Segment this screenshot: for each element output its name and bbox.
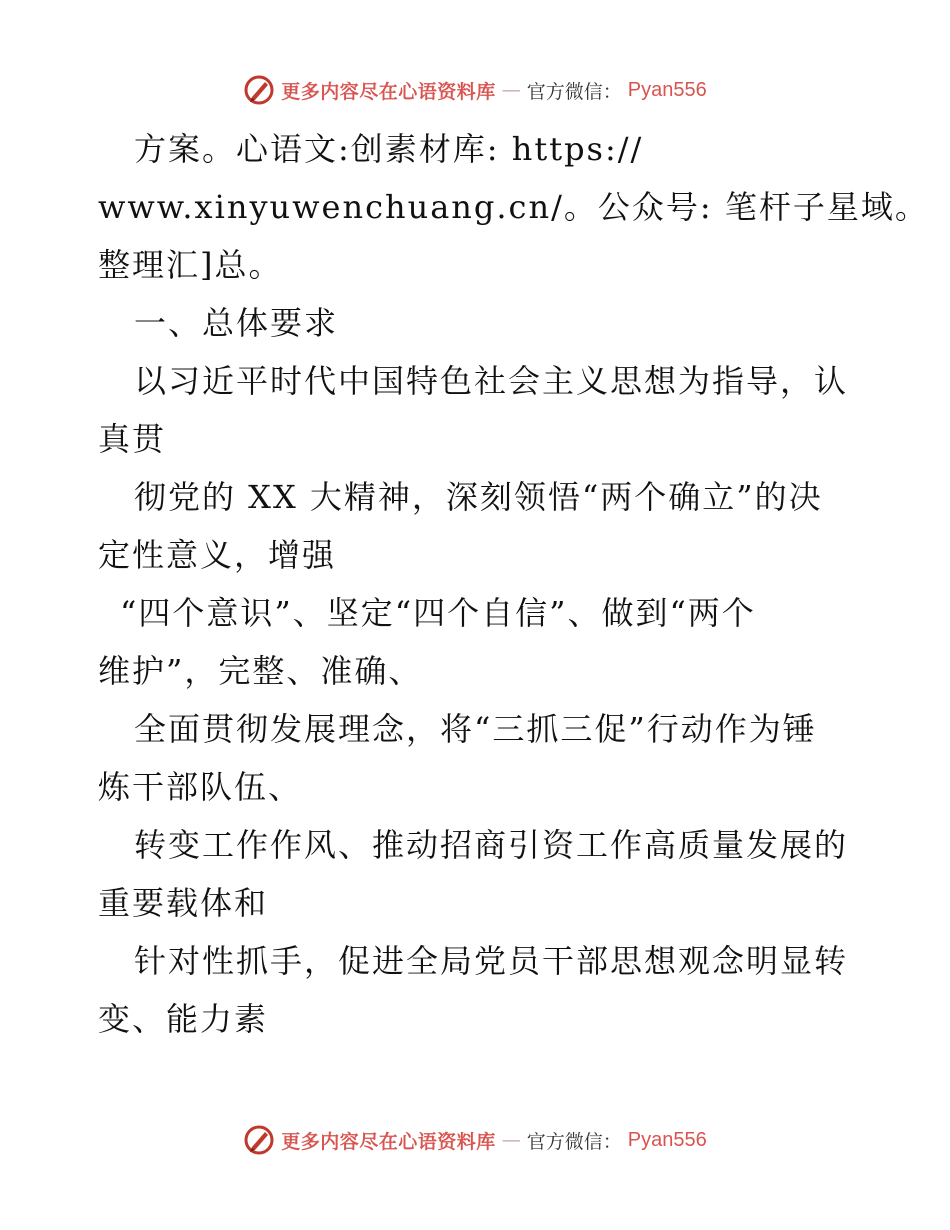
text-line: 维护”，完整、准确、 <box>98 652 423 690</box>
banner-wechat-label: 官方微信： <box>526 80 622 103</box>
text-line: 全面贯彻发展理念，将“三抓三促”行动作为锤 <box>134 710 817 748</box>
banner-wechat-id: Pyan556 <box>627 1128 707 1151</box>
text-line: 真贯 <box>98 420 167 458</box>
text-line: 彻党的 XX 大精神，深刻领悟“两个确立”的决 <box>134 478 823 516</box>
document-body <box>98 120 929 1048</box>
text-line: 转变工作作风、推动招商引资工作高质量发展的 <box>134 826 849 864</box>
text-line: 变、能力素 <box>98 1000 269 1038</box>
pen-logo-icon <box>243 1124 275 1156</box>
header-watermark-banner <box>0 70 950 110</box>
text-line: 重要载体和 <box>98 884 269 922</box>
text-line: 炼干部队伍、 <box>98 768 303 806</box>
text-line: www.xinyuwenchuang.cn/。公众号: 笔杆子星域。 <box>98 188 929 226</box>
text-line: 以习近平时代中国特色社会主义思想为指导，认 <box>134 362 849 400</box>
banner-separator: — <box>501 1129 521 1151</box>
text-line: 整理汇]总。 <box>98 246 283 284</box>
banner-wechat-id: Pyan556 <box>627 78 707 101</box>
footer-watermark-banner <box>0 1120 950 1160</box>
text-line: “四个意识”、坚定“四个自信”、做到“两个 <box>120 594 756 632</box>
section-heading: 一、总体要求 <box>134 304 339 342</box>
banner-wechat-label: 官方微信： <box>526 1130 622 1153</box>
banner-separator: — <box>501 79 521 101</box>
banner-main-text: 更多内容尽在心语资料库 <box>281 1130 496 1153</box>
banner-main-text: 更多内容尽在心语资料库 <box>281 80 496 103</box>
pen-logo-icon <box>243 74 275 106</box>
text-line: 针对性抓手，促进全局党员干部思想观念明显转 <box>134 942 849 980</box>
text-line: 定性意义，增强 <box>98 536 337 574</box>
text-line: 方案。心语文:创素材库: https:// <box>134 130 644 168</box>
